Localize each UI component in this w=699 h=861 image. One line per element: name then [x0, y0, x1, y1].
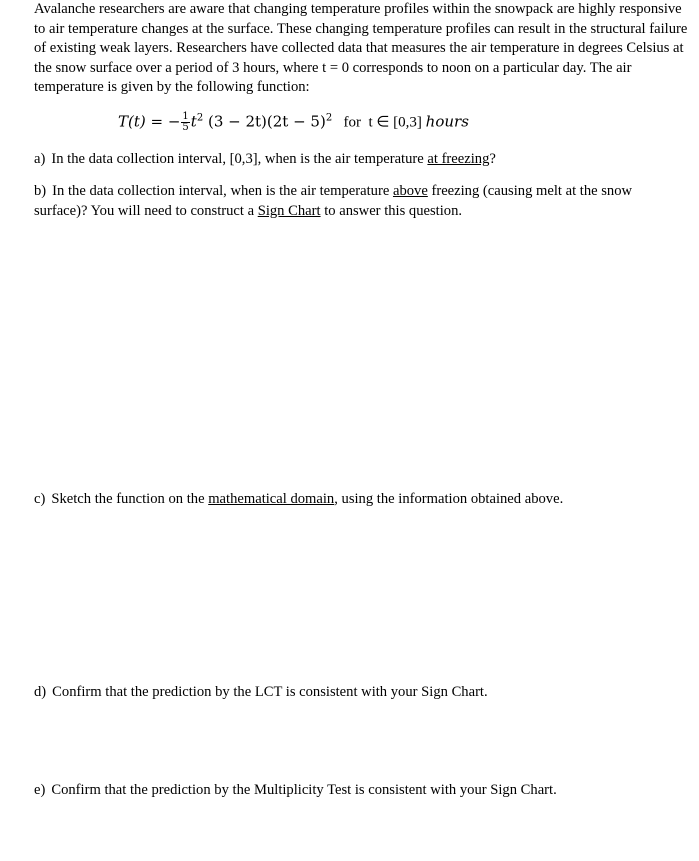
fraction-numerator: 1 [182, 111, 189, 122]
question-a [34, 150, 674, 170]
question-b-underlined: above [392, 183, 428, 199]
question-e [34, 781, 674, 801]
question-d-label: d) [34, 684, 47, 700]
question-b-text: In the data collection interval, when is the air temperature [52, 183, 393, 199]
question-a-label: a) [34, 151, 46, 167]
formula-domain: for t ∈ [0,3] [332, 114, 426, 131]
formula-exponent: 2 [196, 112, 204, 124]
question-a-text: In the data collection interval, [0,3], when is the air temperature [51, 151, 428, 167]
question-b-label: b) [34, 183, 47, 199]
formula-unit: hours [425, 112, 469, 131]
question-e-text: Confirm that the prediction by the Multiplicity Test is consistent with your Sign Chart. [51, 782, 557, 798]
question-d-text: Confirm that the prediction by the LCT is consistent with your Sign Chart. [52, 684, 488, 700]
question-a-end: ? [489, 151, 496, 167]
question-c-end: , using the information obtained above. [334, 491, 564, 507]
question-e-label: e) [34, 782, 46, 798]
question-b-end: to answer this question. [320, 202, 463, 219]
question-d [34, 683, 674, 703]
question-b-underlined-2: Sign Chart [257, 202, 321, 219]
intro-paragraph: Avalanche researchers are aware that changing temperature profiles within the snowpack are highly responsive to air temperature changes at the surface. These changing temperature profiles can result in the structural failure of existing weak layers. Researchers have collected data that measures the air temperature in degrees Celsius at the snow surface over a period of 3 hours, where t = 0 corresponds to noon on a particular day. The air temperature is given by the following function: [34, 1, 688, 95]
question-c-underlined: mathematical domain [208, 491, 335, 507]
question-c-text: Sketch the function on the [51, 491, 209, 507]
fraction-denominator: 5 [182, 122, 189, 133]
formula-exponent-2: 2 [325, 112, 333, 124]
formula-factors: (3 − 2t)(2t − 5) [203, 112, 326, 131]
temperature-formula [118, 112, 469, 133]
question-c-label: c) [34, 491, 46, 507]
question-b-mid: freezing (causing melt at the snow surface)? You will need to construct a [34, 183, 633, 219]
question-c [34, 490, 674, 510]
formula-variable: t [190, 112, 197, 131]
formula-fraction [181, 112, 189, 133]
formula-lhs: T(t) = − [118, 112, 181, 131]
question-a-underlined: at freezing [427, 151, 490, 167]
question-b [34, 182, 674, 221]
